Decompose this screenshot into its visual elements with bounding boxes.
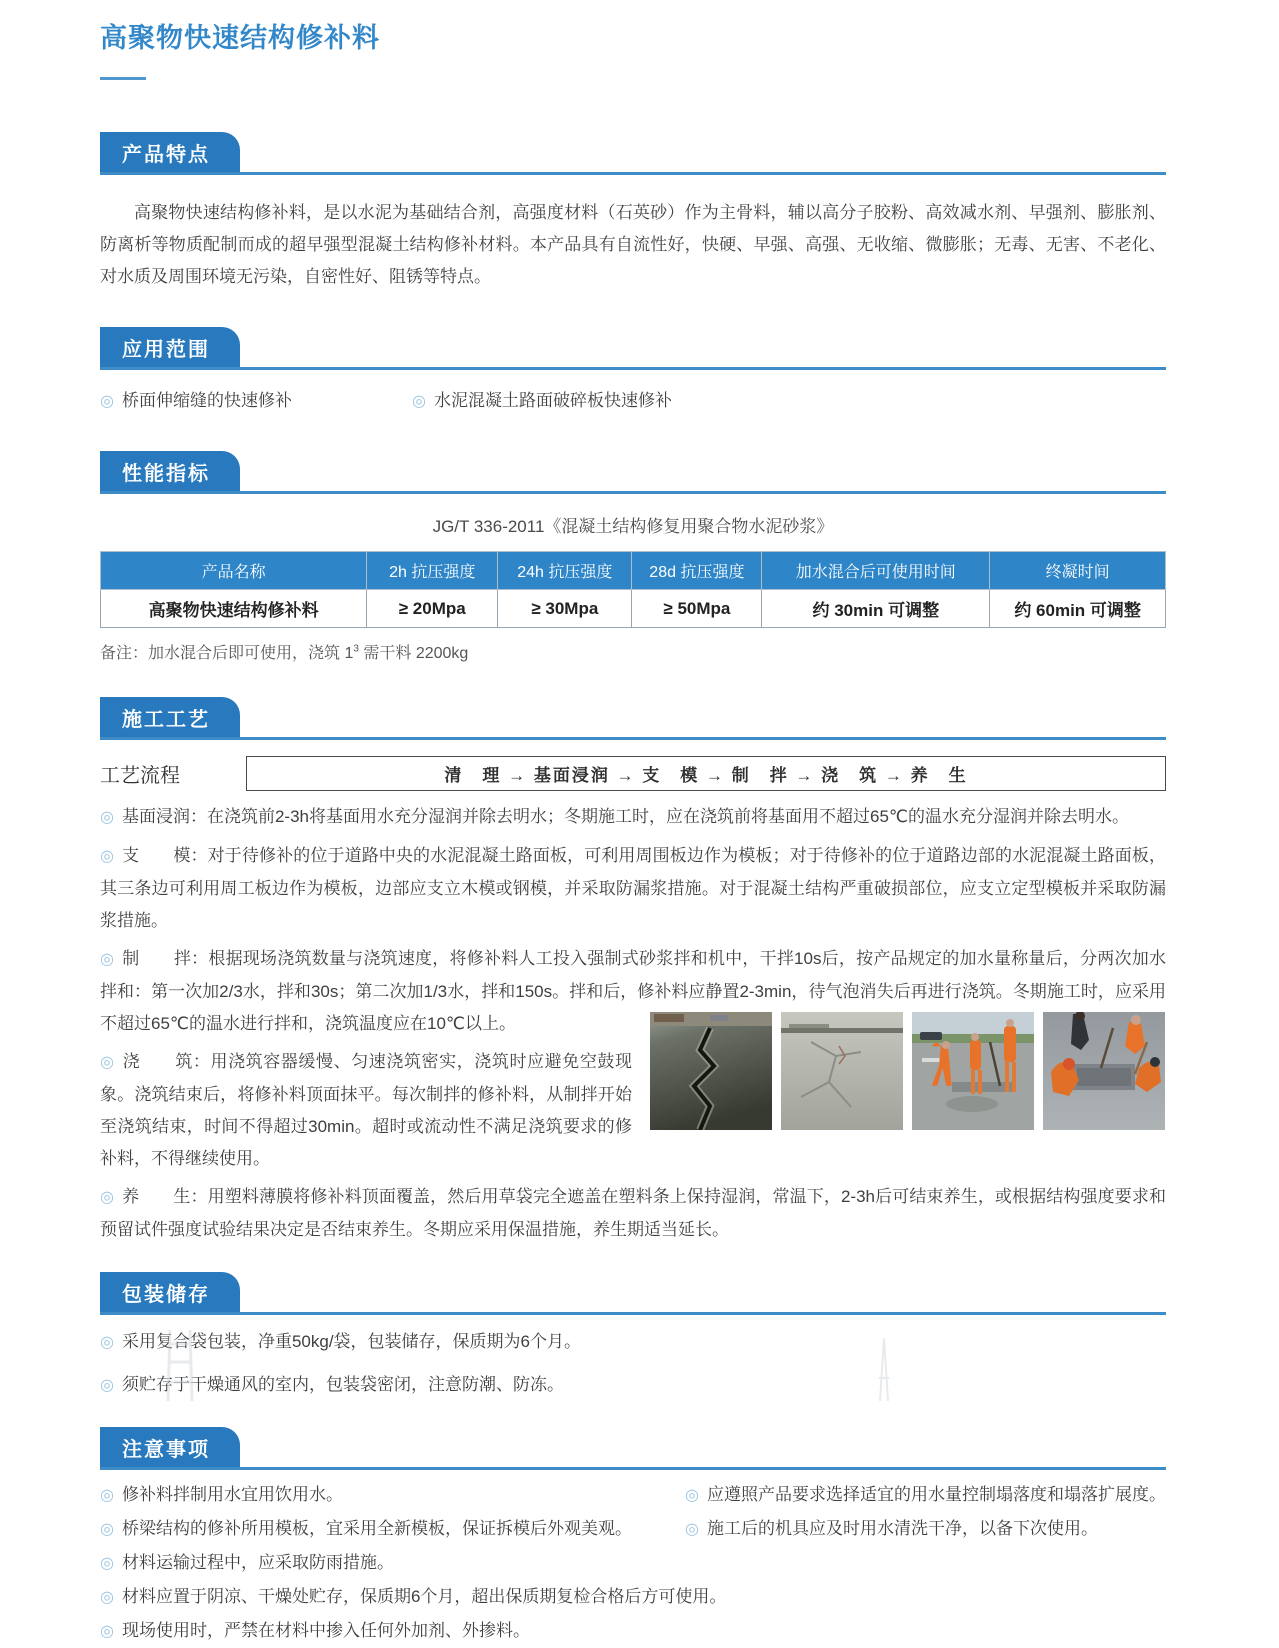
section-header-notices bbox=[100, 1427, 1166, 1470]
table-cell: ≥ 30Mpa bbox=[498, 590, 632, 628]
column-header: 加水混合后可使用时间 bbox=[762, 552, 990, 590]
ring-bullet-icon: ◎ bbox=[100, 1189, 115, 1206]
table-cell: ≥ 50Mpa bbox=[632, 590, 762, 628]
list-item bbox=[100, 1478, 685, 1512]
standard-caption: JG/T 336-2011《混凝土结构修复用聚合物水泥砂浆》 bbox=[432, 517, 834, 536]
ring-bullet-icon: ◎ bbox=[100, 1377, 114, 1394]
section-tab-application: 应用范围 bbox=[100, 327, 240, 367]
ring-bullet-icon: ◎ bbox=[100, 1334, 114, 1351]
ring-bullet-icon: ◎ bbox=[412, 393, 426, 410]
list-item bbox=[100, 1512, 685, 1546]
section-tab-packaging: 包装储存 bbox=[100, 1272, 240, 1312]
step-text: 支 模：对于待修补的位于道路中央的水泥混凝土路面板，可利用周围板边作为模板；对于待修补的位于道路边部的水泥混凝土路面板，其三条边可利用周工板边作为模板，边部应支立木模或钢模，并采取防漏浆措施。对于混凝土结构严重破损部位，应支立定型模板并采取防漏浆措施。 bbox=[100, 846, 1166, 930]
section-header-application bbox=[100, 327, 1166, 370]
ring-bullet-icon: ◎ bbox=[100, 1054, 115, 1071]
packaging-item-label: 须贮存于干燥通风的室内，包装袋密闭，注意防潮、防冻。 bbox=[121, 1375, 564, 1394]
process-flow-row bbox=[100, 756, 1166, 791]
list-item bbox=[100, 1546, 685, 1580]
road-repair-workers-photo bbox=[912, 1012, 1034, 1130]
list-item bbox=[100, 1327, 1166, 1358]
broken-concrete-slab-photo bbox=[781, 1012, 903, 1130]
ring-bullet-icon: ◎ bbox=[100, 393, 114, 410]
ring-bullet-icon: ◎ bbox=[100, 848, 115, 865]
column-header: 24h 抗压强度 bbox=[498, 552, 632, 590]
ring-bullet-icon: ◎ bbox=[685, 1487, 699, 1504]
list-item bbox=[100, 1614, 1166, 1648]
pavement-patching-workers-photo bbox=[1043, 1012, 1165, 1130]
step-text: 浇 筑：用浇筑容器缓慢、匀速浇筑密实，浇筑时应避免空鼓现象。浇筑结束后，将修补料顶面抹平。每次制拌的修补料，从制拌开始至浇筑结束，时间不得超过30min。超时或流动性不满足浇筑要求的修补料，不得继续使用。 bbox=[100, 1052, 633, 1168]
application-item-label: 桥面伸缩缝的快速修补 bbox=[121, 391, 292, 410]
section-tab-construction: 施工工艺 bbox=[100, 697, 240, 737]
notice-label: 应遵照产品要求选择适宜的用水量控制塌落度和塌落扩展度。 bbox=[706, 1485, 1166, 1504]
spire-watermark bbox=[872, 1338, 896, 1401]
section-tab-performance: 性能指标 bbox=[100, 451, 240, 491]
ring-bullet-icon: ◎ bbox=[100, 1521, 114, 1538]
flow-label: 工艺流程 bbox=[100, 765, 180, 787]
construction-step bbox=[100, 801, 1166, 834]
step-text: 制 拌：根据现场浇筑数量与浇筑速度，将修补料人工投入强制式砂浆拌和机中，干拌10s后，按产品规定的加水量称量后，分两次加水拌和：第一次加2/3水，拌和30s；第二次加1/3水，拌和150s。拌和后，修补料应静置2-3min，待气泡消失后再进行浇筑。冬期施工时，应采用不 bbox=[100, 949, 1166, 1033]
ring-bullet-icon: ◎ bbox=[685, 1521, 699, 1538]
list-item bbox=[100, 1370, 1166, 1401]
construction-step bbox=[100, 840, 1166, 937]
title-underline bbox=[100, 77, 146, 80]
ring-bullet-icon: ◎ bbox=[100, 1555, 114, 1572]
ring-bullet-icon: ◎ bbox=[100, 1487, 114, 1504]
table-cell: 高聚物快速结构修补料 bbox=[101, 590, 367, 628]
list-item bbox=[100, 386, 412, 417]
column-header: 28d 抗压强度 bbox=[632, 552, 762, 590]
list-item bbox=[685, 1512, 1166, 1546]
ring-bullet-icon: ◎ bbox=[100, 809, 114, 826]
list-item bbox=[100, 1580, 1166, 1614]
table-note bbox=[100, 640, 1166, 663]
step-text: 超过65℃的温水进行拌和，浇筑温度应在10℃以上。 bbox=[117, 1014, 517, 1033]
ring-bullet-icon: ◎ bbox=[100, 1589, 114, 1606]
note-text: 备注：加水混合后即可使用，浇筑 1 bbox=[100, 645, 354, 662]
step-text: 养 生：用塑料薄膜将修补料顶面覆盖，然后用草袋完全遮盖在塑料条上保持湿润，常温下，2-3h后可结束养生，或根据结构强度要求和预留试件强度试验结果决定是否结束养生。冬期应采用保温措施，养生期适当延长。 bbox=[100, 1187, 1166, 1239]
section-tab-features: 产品特点 bbox=[100, 132, 240, 172]
notice-label: 现场使用时，严禁在材料中掺入任何外加剂、外掺料。 bbox=[121, 1621, 530, 1640]
construction-step bbox=[100, 943, 1166, 1040]
table-header-row bbox=[101, 552, 1166, 590]
column-header: 2h 抗压强度 bbox=[367, 552, 498, 590]
column-header: 终凝时间 bbox=[990, 552, 1166, 590]
flow-box: 清 理 → 基面浸润 → 支 模 → 制 拌 → 浇 筑 → 养 生 bbox=[246, 756, 1166, 791]
application-item-label: 水泥混凝土路面破碎板快速修补 bbox=[433, 391, 672, 410]
photo-strip bbox=[650, 1012, 1166, 1130]
construction-step bbox=[100, 1181, 1166, 1246]
table-row bbox=[101, 590, 1166, 628]
list-item bbox=[685, 1478, 1166, 1512]
features-paragraph: 高聚物快速结构修补料，是以水泥为基础结合剂，高强度材料（石英砂）作为主骨料，辅以高分子胶粉、高效减水剂、早强剂、膨胀剂、防离析等物质配制而成的超早强型混凝土结构修补材料。本产品具有自流性好，快硬、早强、高强、无收缩、微膨胀；无毒、无害、不老化、对水质及周围环境无污染，自密性好、阻锈等特点。 bbox=[100, 203, 1166, 286]
section-header-features bbox=[100, 132, 1166, 175]
table-cell: ≥ 20Mpa bbox=[367, 590, 498, 628]
bridge-tower-watermark bbox=[160, 1330, 200, 1401]
packaging-item-label: 采用复合袋包装，净重50kg/袋，包装储存，保质期为6个月。 bbox=[121, 1332, 582, 1351]
page-title: 高聚物快速结构修补料 bbox=[100, 23, 380, 53]
section-header-packaging bbox=[100, 1272, 1166, 1315]
notice-label: 施工后的机具应及时用水清洗干净，以备下次使用。 bbox=[706, 1519, 1098, 1538]
notice-label: 修补料拌制用水宜用饮用水。 bbox=[121, 1485, 343, 1504]
table-cell: 约 60min 可调整 bbox=[990, 590, 1166, 628]
notice-label: 材料运输过程中，应采取防雨措施。 bbox=[121, 1553, 394, 1572]
section-tab-notices: 注意事项 bbox=[100, 1427, 240, 1467]
note-superscript: 3 bbox=[353, 643, 359, 655]
cracked-dark-pavement-photo bbox=[650, 1012, 772, 1130]
ring-bullet-icon: ◎ bbox=[100, 1623, 114, 1640]
notice-label: 材料应置于阴凉、干燥处贮存，保质期6个月，超出保质期复检合格后方可使用。 bbox=[121, 1587, 727, 1606]
section-header-performance bbox=[100, 451, 1166, 494]
table-cell: 约 30min 可调整 bbox=[762, 590, 990, 628]
application-list bbox=[100, 386, 1166, 417]
performance-table bbox=[100, 551, 1166, 628]
note-text: 需干料 2200kg bbox=[358, 645, 469, 662]
section-header-construction bbox=[100, 697, 1166, 740]
column-header: 产品名称 bbox=[101, 552, 367, 590]
notice-label: 桥梁结构的修补所用模板，宜采用全新模板，保证拆模后外观美观。 bbox=[121, 1519, 632, 1538]
list-item bbox=[412, 386, 672, 417]
step-text: 基面浸润：在浇筑前2-3h将基面用水充分湿润并除去明水；冬期施工时，应在浇筑前将基面用不超过65℃的温水充分湿润并除去明水。 bbox=[121, 807, 1129, 826]
ring-bullet-icon: ◎ bbox=[100, 951, 115, 968]
notices-list bbox=[100, 1478, 1166, 1648]
